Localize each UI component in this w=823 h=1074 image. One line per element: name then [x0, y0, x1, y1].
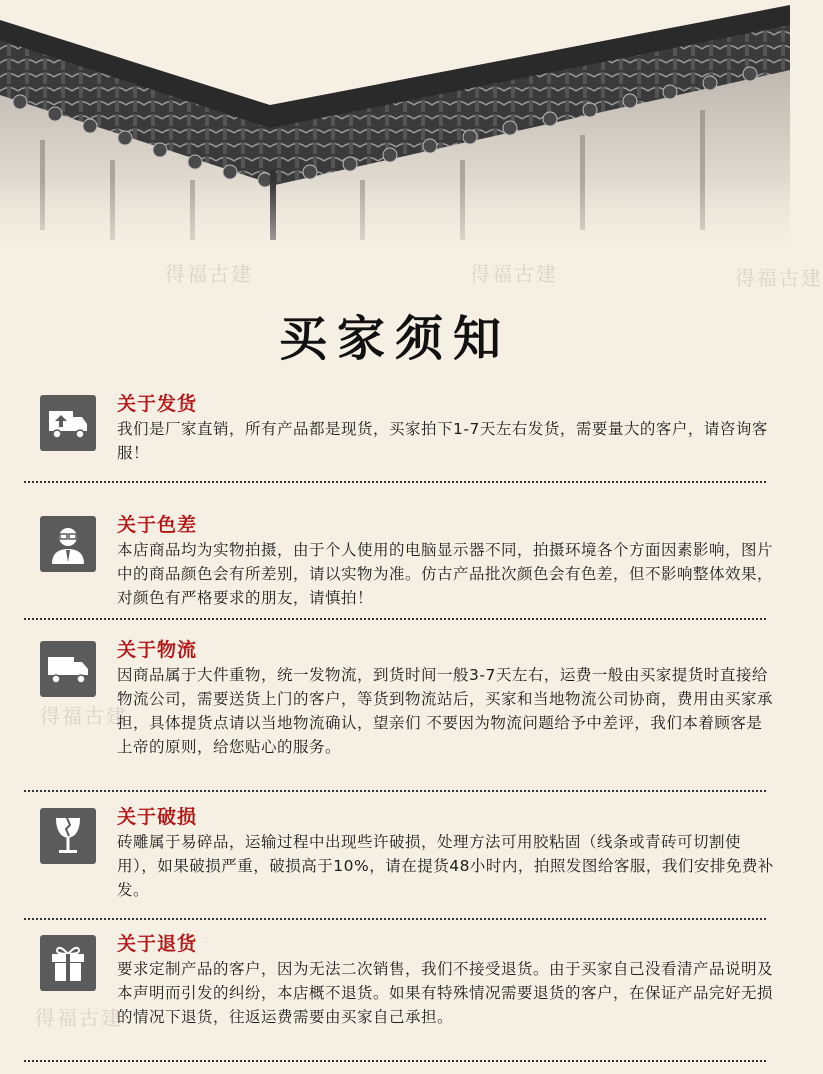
watermark: 得福古建 — [35, 1006, 123, 1030]
dotted-divider — [24, 618, 766, 620]
person-icon — [40, 516, 96, 572]
section-title: 关于发货 — [117, 393, 198, 415]
section-body: 本店商品均为实物拍摄，由于个人使用的电脑显示器不同，拍摄环境各个方面因素影响，图片中的商品颜色会有所差别，请以实物为准。仿古产品批次颜色会有色差，但不影响整体效果，对颜色有严格要求的朋友，请慎拍！ — [117, 541, 774, 607]
section-body: 因商品属于大件重物，统一发物流，到货时间一般3-7天左右，运费一般由买家提货时直接给物流公司，需要送货上门的客户，等货到物流站后，买家和当地物流公司协商，费用由买家承担，具体提货点请以当地物流确认，望亲们 不要因为物流问题给予中差评，我们本着顾客是上帝的原则，给您贴心的服务。 — [117, 666, 774, 756]
watermark: 得福古建 — [735, 266, 823, 290]
watermark: 得福古建 — [165, 262, 253, 286]
watermark: 得福古建 — [40, 704, 128, 728]
shipping-box-icon — [40, 395, 96, 451]
section-damage — [40, 808, 780, 898]
truck-icon — [40, 641, 96, 697]
section-returns — [40, 935, 780, 1055]
dotted-divider — [24, 1060, 766, 1062]
section-title: 关于退货 — [117, 933, 198, 955]
section-body: 我们是厂家直销，所有产品都是现货，买家拍下1-7天左右发货，需要量大的客户，请咨询客服！ — [117, 420, 768, 462]
fragile-glass-icon — [40, 808, 96, 864]
section-body: 要求定制产品的客户，因为无法二次销售，我们不接受退货。由于买家自己没看清产品说明及本声明而引发的纠纷，本店概不退货。如果有特殊情况需要退货的客户，在保证产品完好无损的情况下退货，往返运费需要由买家自己承担。 — [117, 960, 774, 1026]
section-shipping — [40, 395, 780, 465]
watermark: 得福古建 — [470, 262, 558, 286]
dotted-divider — [24, 918, 766, 920]
dotted-divider — [24, 790, 766, 792]
section-title: 关于物流 — [117, 639, 198, 661]
roof-header-image — [0, 0, 790, 290]
section-body: 砖雕属于易碎品，运输过程中出现些许破损，处理方法可用胶粘固（线条或青砖可切割使用），如果破损严重，破损高于10%，请在提货48小时内，拍照发图给客服，我们安排免费补发。 — [117, 833, 774, 899]
section-color-difference — [40, 516, 780, 606]
page-title: 买家须知 — [278, 311, 511, 367]
section-logistics — [40, 641, 780, 781]
dotted-divider — [24, 481, 766, 483]
gift-icon — [40, 935, 96, 991]
section-title: 关于色差 — [117, 514, 198, 536]
section-title: 关于破损 — [117, 806, 198, 828]
